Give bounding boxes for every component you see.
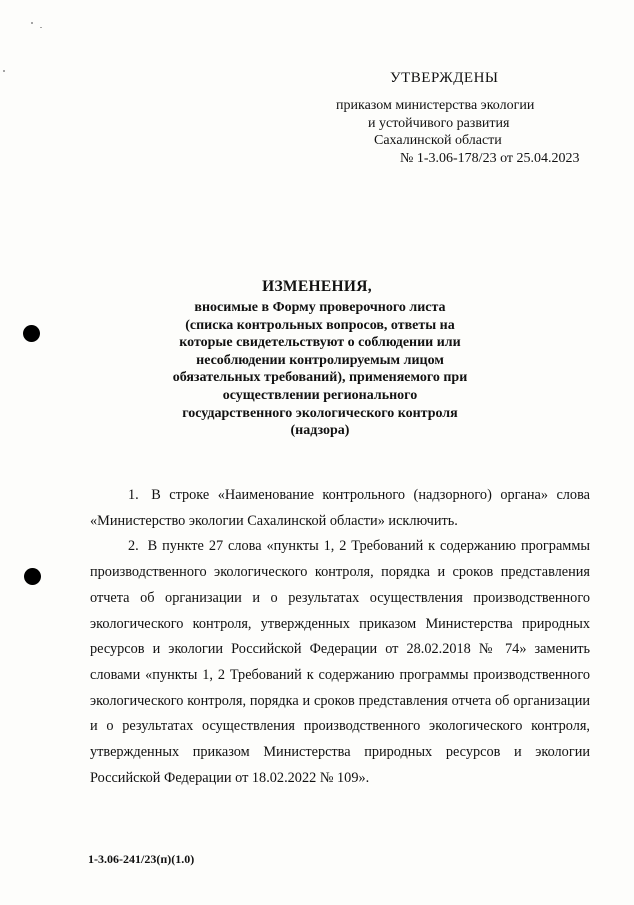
document-body [90,483,590,791]
paragraph-number: 1. [128,487,139,503]
paragraph-1 [90,483,590,534]
approved-stamp-text: УТВЕРЖДЕНЫ [390,70,499,86]
paragraph-text: В строке «Наименование контрольного (надзорного) органа» слова «Министерство экологии Сахалинской области» исключить. [90,487,590,529]
approval-order-number: № 1-3.06-178/23 от 25.04.2023 [400,150,580,166]
document-subtitle [140,299,500,440]
approval-line: Сахалинской области [374,133,502,148]
subtitle-line: несоблюдении контролируемым лицом [196,352,444,368]
document-code: 1-3.06-241/23(п)(1.0) [88,852,195,866]
subtitle-line: осуществлении регионального [222,387,418,403]
subtitle-line: обязательных требований), применяемого при [172,370,468,386]
subtitle-line: (надзора) [290,423,350,439]
document-title: ИЗМЕНЕНИЯ, [262,278,372,295]
subtitle-line: государственного экологического контроля [182,405,458,421]
paragraph-2 [90,534,590,791]
binder-hole-top [23,325,40,342]
scan-speck [3,70,5,72]
subtitle-line: вносимые в Форму проверочного листа [194,300,446,315]
paragraph-number: 2. [128,538,139,555]
approval-line: приказом министерства экологии [336,98,535,113]
subtitle-line: которые свидетельствуют о соблюдении или [179,335,461,351]
paragraph-text: В пункте 27 слова «пункты 1, 2 Требований к содержанию программы производственного экологического контроля, порядка и сроков представления отчета об организации и о результатах осуществления производственного экологического контроля, утвержденных приказом Министерства природных ресурсов и экологии Российской Федерации от 28.02.2018 № 74» заменить словами «пункты 1, 2 Требований к содержанию программы производственного экологического контроля, порядка и сроков представления отчета об организации и о результатах осуществления производственного экологического контроля, утвержденных приказом Министерства природных ресурсов и экологии Российской Федерации от 18.02.2022 № 109». [90,538,590,786]
approval-order-block [300,97,600,167]
scan-speck [31,22,33,24]
binder-hole-bottom [24,568,41,585]
subtitle-line: (списка контрольных вопросов, ответы на [185,317,455,333]
scan-speck [40,27,42,28]
approval-line: и устойчивого развития [368,115,510,131]
